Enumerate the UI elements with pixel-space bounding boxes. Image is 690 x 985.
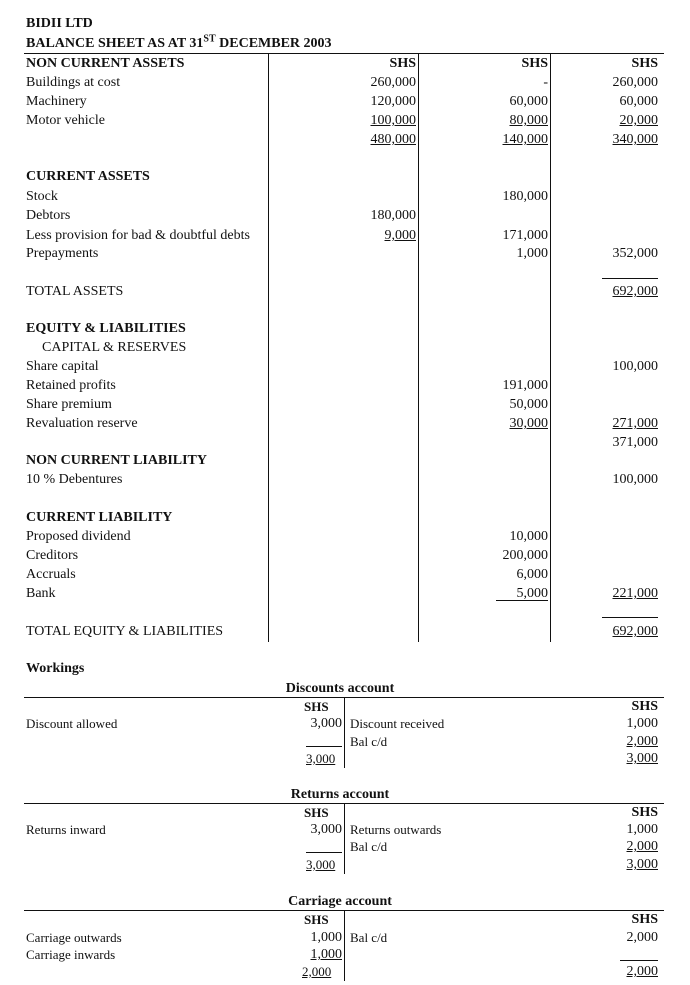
- company-name: BIDII LTD: [26, 16, 93, 31]
- col2-currency: SHS: [521, 56, 548, 71]
- discount-bal-amount: 2,000: [626, 734, 658, 749]
- row-label: Carriage outwards: [26, 930, 122, 945]
- current-assets-total: 352,000: [612, 246, 658, 261]
- row-label: Bal c/d: [350, 734, 388, 749]
- debentures-value: 100,000: [612, 472, 658, 487]
- header-rule: [24, 53, 664, 54]
- row-label: Less provision for bad & doubtful debts: [26, 228, 250, 243]
- currency-label: SHS: [631, 805, 658, 820]
- total-equity-value: 692,000: [612, 624, 658, 639]
- row-label: Buildings at cost: [26, 75, 121, 90]
- total-assets-value: 692,000: [612, 284, 658, 299]
- row-label: 10 % Debentures: [26, 472, 123, 487]
- row-label: Creditors: [26, 548, 79, 563]
- row-label: Returns inward: [26, 822, 106, 837]
- prepayments-value: 1,000: [516, 246, 548, 261]
- revaluation-value: 30,000: [509, 416, 548, 431]
- returns-right-total: 3,000: [626, 857, 658, 872]
- currency-label: SHS: [631, 699, 658, 714]
- sum-rule: [306, 746, 342, 747]
- column-rule-1: [268, 54, 269, 642]
- nca-machinery-nbv: 60,000: [619, 94, 658, 109]
- row-label: Share premium: [26, 397, 112, 412]
- nca-motor-cost: 100,000: [370, 113, 416, 128]
- row-label: Carriage inwards: [26, 947, 116, 962]
- column-rule-2: [418, 54, 419, 642]
- nca-total-nbv: 340,000: [612, 132, 658, 147]
- nca-buildings-cost: 260,000: [370, 75, 416, 90]
- share-capital-value: 100,000: [612, 359, 658, 374]
- debtors-value: 180,000: [370, 208, 416, 223]
- non-current-liability-heading: NON CURRENT LIABILITY: [26, 453, 208, 468]
- row-label: TOTAL ASSETS: [26, 284, 124, 299]
- creditors-value: 200,000: [502, 548, 548, 563]
- capital-reserves-subheading: CAPITAL & RESERVES: [42, 340, 187, 355]
- row-label: Bank: [26, 586, 56, 601]
- discount-allowed-amount: 3,000: [310, 716, 342, 731]
- nca-machinery-cost: 120,000: [370, 94, 416, 109]
- row-label: Accruals: [26, 567, 76, 582]
- carriage-account-title: Carriage account: [288, 894, 392, 909]
- nca-total-cost: 480,000: [370, 132, 416, 147]
- row-label: Retained profits: [26, 378, 116, 393]
- discount-right-total: 3,000: [626, 751, 658, 766]
- carriage-inwards-amount: 1,000: [310, 947, 342, 962]
- nca-machinery-dep: 60,000: [509, 94, 548, 109]
- row-label: Stock: [26, 189, 58, 204]
- col1-currency: SHS: [389, 56, 416, 71]
- provision-value: 9,000: [384, 228, 416, 243]
- nca-total-dep: 140,000: [502, 132, 548, 147]
- net-debtors-value: 171,000: [502, 228, 548, 243]
- currency-label: SHS: [304, 805, 329, 820]
- carriage-bal-amount: 2,000: [626, 930, 658, 945]
- equity-heading: EQUITY & LIABILITIES: [26, 321, 186, 336]
- currency-label: SHS: [304, 912, 329, 927]
- nca-buildings-dep: -: [543, 75, 548, 90]
- row-label: Prepayments: [26, 246, 99, 261]
- sum-rule: [602, 278, 658, 279]
- non-current-assets-heading: NON CURRENT ASSETS: [26, 56, 185, 71]
- sum-rule: [602, 617, 658, 618]
- stock-value: 180,000: [502, 189, 548, 204]
- returns-left-total: 3,000: [306, 857, 336, 872]
- column-rule-3: [550, 54, 551, 642]
- returns-outwards-amount: 1,000: [626, 822, 658, 837]
- equity-subtotal-value: 371,000: [612, 435, 658, 450]
- dividend-value: 10,000: [509, 529, 548, 544]
- reserves-total-value: 271,000: [612, 416, 658, 431]
- t-account-divider: [344, 911, 345, 981]
- current-liability-total: 221,000: [612, 586, 658, 601]
- carriage-left-total: 2,000: [302, 964, 332, 979]
- workings-heading: Workings: [26, 661, 85, 676]
- discount-left-total: 3,000: [306, 751, 336, 766]
- discount-received-amount: 1,000: [626, 716, 658, 731]
- row-label: Machinery: [26, 94, 87, 109]
- row-label: TOTAL EQUITY & LIABILITIES: [26, 624, 224, 639]
- nca-motor-dep: 80,000: [509, 113, 548, 128]
- row-label: Discount allowed: [26, 716, 118, 731]
- returns-inward-amount: 3,000: [310, 822, 342, 837]
- row-label: Bal c/d: [350, 839, 388, 854]
- carriage-outwards-amount: 1,000: [310, 930, 342, 945]
- retained-profits-value: 191,000: [502, 378, 548, 393]
- discounts-account-title: Discounts account: [285, 681, 395, 696]
- row-label: Discount received: [350, 716, 445, 731]
- returns-account-title: Returns account: [290, 787, 390, 802]
- accruals-value: 6,000: [516, 567, 548, 582]
- t-account-divider: [344, 698, 345, 768]
- row-label: Proposed dividend: [26, 529, 131, 544]
- nca-buildings-nbv: 260,000: [612, 75, 658, 90]
- row-label: Motor vehicle: [26, 113, 105, 128]
- current-liability-heading: CURRENT LIABILITY: [26, 510, 173, 525]
- row-label: Revaluation reserve: [26, 416, 138, 431]
- carriage-right-total: 2,000: [626, 964, 658, 979]
- row-label: Returns outwards: [350, 822, 442, 837]
- sum-rule: [306, 852, 342, 853]
- currency-label: SHS: [304, 699, 329, 714]
- col3-currency: SHS: [631, 56, 658, 71]
- t-account-divider: [344, 804, 345, 874]
- bank-value: 5,000: [516, 586, 548, 601]
- share-premium-value: 50,000: [509, 397, 548, 412]
- current-assets-heading: CURRENT ASSETS: [26, 169, 150, 184]
- sheet-title: BALANCE SHEET AS AT 31ST DECEMBER 2003: [26, 33, 332, 51]
- currency-label: SHS: [631, 912, 658, 927]
- row-label: Share capital: [26, 359, 99, 374]
- sum-rule: [620, 960, 658, 961]
- returns-bal-amount: 2,000: [626, 839, 658, 854]
- nca-motor-nbv: 20,000: [619, 113, 658, 128]
- row-label: Debtors: [26, 208, 71, 223]
- row-label: Bal c/d: [350, 930, 388, 945]
